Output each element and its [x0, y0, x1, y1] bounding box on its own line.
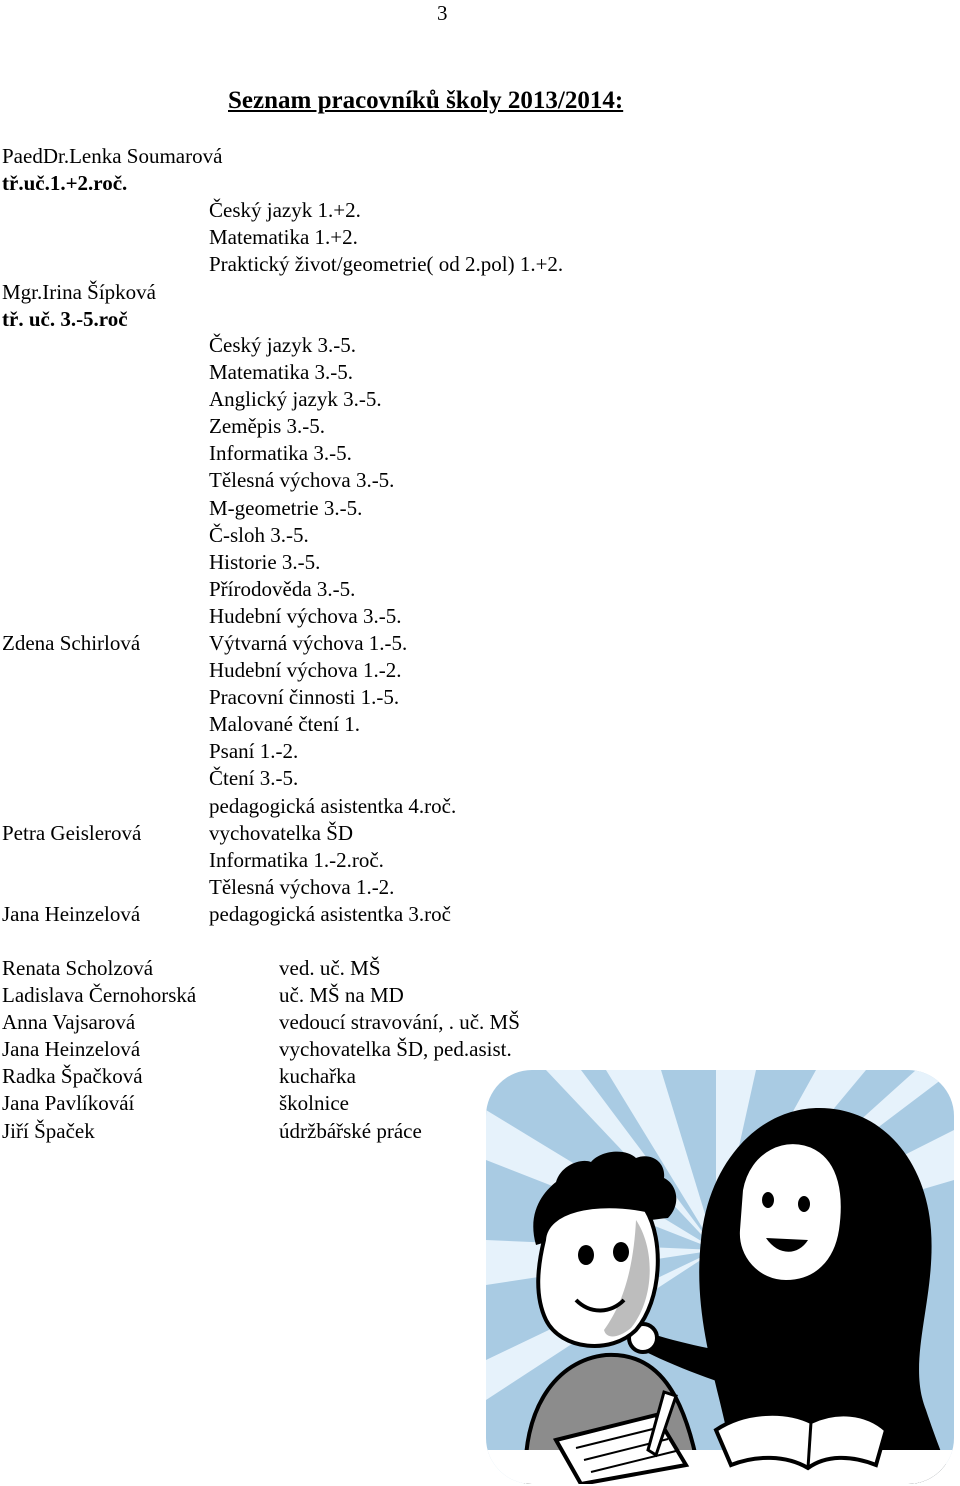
desk-surface: [486, 1450, 954, 1484]
teacher-role: tř.uč.1.+2.roč.: [2, 171, 128, 195]
staff-name: Ladislava Černohorská: [2, 983, 197, 1008]
staff-position: vychovatelka ŠD, ped.asist.: [279, 1037, 512, 1062]
staff-positions: [279, 955, 520, 1145]
list-item: Malované čtení 1.: [209, 712, 361, 737]
staff-position: školnice: [279, 1091, 349, 1116]
list-item: Informatika 1.-2.roč.: [209, 848, 384, 873]
teacher-name: Mgr.Irina Šípková: [2, 280, 156, 304]
teacher-eye: [798, 1196, 810, 1212]
list-item: pedagogická asistentka 3.roč: [209, 902, 451, 926]
teacher-eye: [762, 1192, 774, 1208]
teacher-name: Zdena Schirlová: [2, 631, 141, 655]
teacher-name: Jana Heinzelová: [2, 902, 141, 926]
list-item: Hudební výchova 3.-5.: [209, 603, 402, 628]
teacher-role: tř. uč. 3.-5.roč: [2, 307, 128, 331]
list-item: Tělesná výchova 1.-2.: [209, 875, 395, 900]
list-item: vychovatelka ŠD: [209, 821, 354, 845]
staff-name: Jiří Špaček: [2, 1118, 95, 1143]
staff-position: údržbářské práce: [279, 1118, 422, 1143]
subject-list: [209, 332, 401, 630]
staff-position: uč. MŠ na MD: [279, 983, 404, 1008]
list-item: Tělesná výchova 3.-5.: [209, 468, 395, 493]
staff-name: Jana Heinzelová: [2, 1037, 141, 1062]
list-item: M-geometrie 3.-5.: [209, 495, 363, 520]
teacher-name: PaedDr.Lenka Soumarová: [2, 144, 223, 168]
page-title: Seznam pracovníků školy 2013/2014:: [228, 87, 624, 114]
staff-name: Jana Pavlíkováí: [2, 1091, 135, 1116]
list-item: Anglický jazyk 3.-5.: [209, 387, 382, 412]
staff-position: kuchařka: [279, 1064, 356, 1089]
staff-position: ved. uč. MŠ: [279, 956, 381, 980]
list-item: Matematika 3.-5.: [209, 360, 354, 385]
list-item: Č-sloh 3.-5.: [209, 522, 309, 547]
subject-list: [209, 630, 456, 820]
subject-list: [209, 820, 394, 901]
page-number: 3: [437, 1, 448, 25]
list-item: Praktický život/geometrie( od 2.pol) 1.+2.: [209, 252, 564, 277]
list-item: Hudební výchova 1.-2.: [209, 658, 402, 683]
staff-name: Anna Vajsarová: [2, 1010, 136, 1035]
teacher-helping-student-clipart: [486, 1070, 954, 1484]
list-item: Čtení 3.-5.: [209, 766, 299, 791]
open-book: [716, 1414, 886, 1468]
subject-list: [209, 197, 563, 278]
list-item: Český jazyk 3.-5.: [209, 333, 356, 357]
student-eye: [613, 1242, 629, 1262]
staff-position: vedoucí stravování, . uč. MŠ: [279, 1010, 520, 1035]
list-item: Historie 3.-5.: [209, 549, 321, 574]
subject-list: [209, 901, 451, 928]
staff-names: [2, 955, 196, 1145]
list-item: Zeměpis 3.-5.: [209, 414, 326, 439]
list-item: Pracovní činnosti 1.-5.: [209, 685, 400, 710]
list-item: Český jazyk 1.+2.: [209, 198, 361, 222]
staff-name: Radka Špačková: [2, 1064, 143, 1089]
teacher-face: [738, 1142, 843, 1282]
staff-name: Renata Scholzová: [2, 956, 154, 980]
list-item: Psaní 1.-2.: [209, 739, 299, 764]
list-item: pedagogická asistentka 4.roč.: [209, 793, 457, 818]
student-eye: [578, 1245, 594, 1265]
list-item: Přírodověda 3.-5.: [209, 576, 356, 601]
list-item: Výtvarná výchova 1.-5.: [209, 631, 408, 655]
list-item: Matematika 1.+2.: [209, 225, 358, 250]
list-item: Informatika 3.-5.: [209, 441, 352, 466]
teacher-name: Petra Geislerová: [2, 821, 142, 845]
